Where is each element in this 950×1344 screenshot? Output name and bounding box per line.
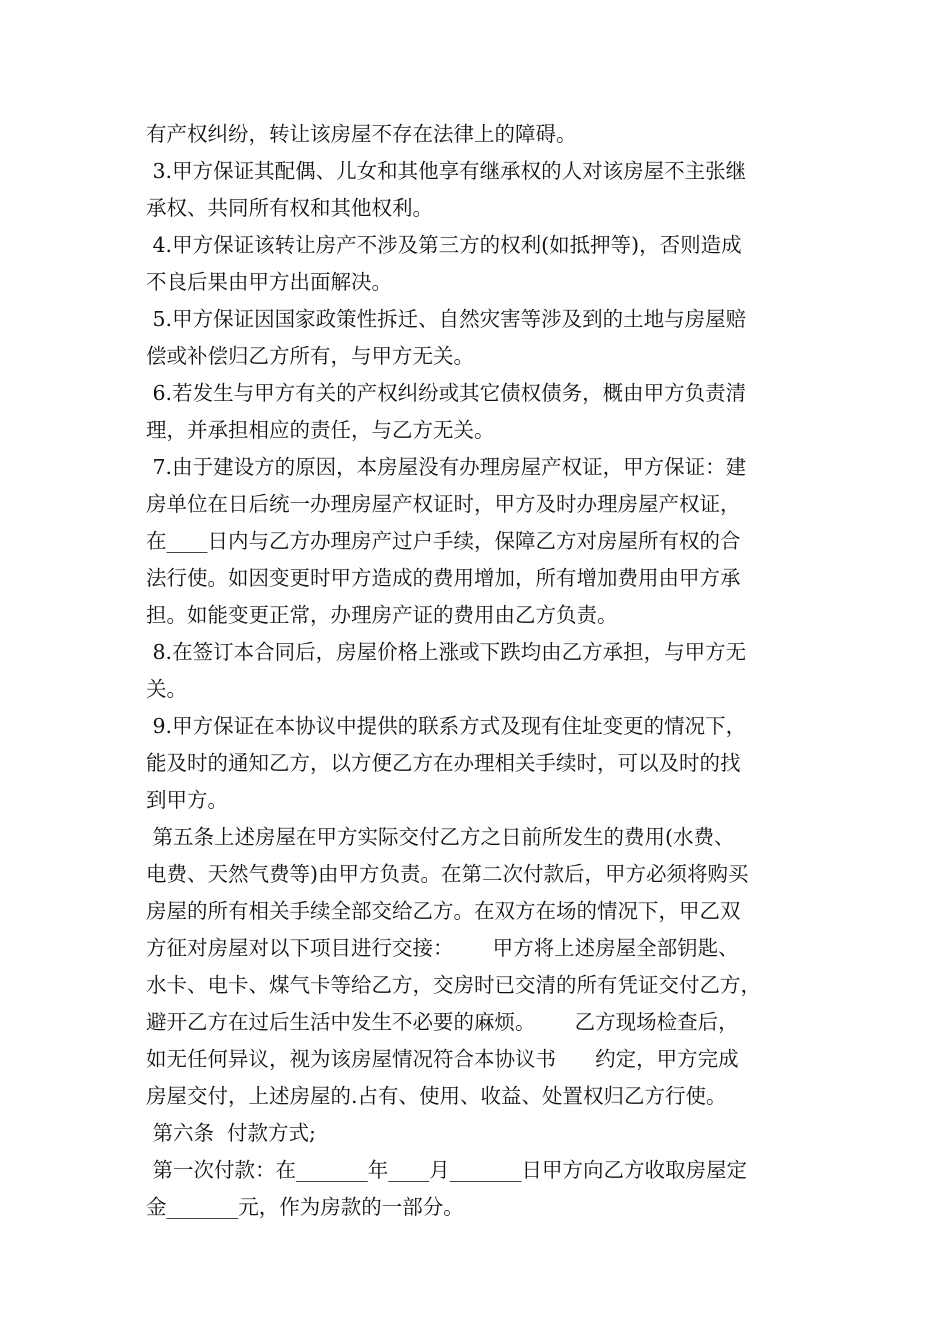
text-line: 方征对房屋对以下项目进行交接： 甲方将上述房屋全部钥匙、 xyxy=(146,936,739,960)
text-line: 能及时的通知乙方，以方便乙方在办理相关手续时，可以及时的找 xyxy=(146,751,741,775)
text-line: 9.甲方保证在本协议中提供的联系方式及现有住址变更的情况下， xyxy=(146,714,747,738)
text-line: 有产权纠纷，转让该房屋不存在法律上的障碍。 xyxy=(146,122,577,146)
text-line: 不良后果由甲方出面解决。 xyxy=(146,270,392,294)
text-line: 水卡、电卡、煤气卡等给乙方，交房时已交清的所有凭证交付乙方， xyxy=(146,973,761,997)
text-line: 偿或补偿归乙方所有，与甲方无关。 xyxy=(146,344,474,368)
text-line: 金_______元，作为房款的一部分。 xyxy=(146,1195,464,1219)
text-line: 4.甲方保证该转让房产不涉及第三方的权利(如抵押等)，否则造成 xyxy=(146,233,742,257)
text-line: 8.在签订本合同后，房屋价格上涨或下跌均由乙方承担，与甲方无 xyxy=(146,640,747,664)
text-line: 法行使。如因变更时甲方造成的费用增加，所有增加费用由甲方承 xyxy=(146,566,741,590)
text-line: 避开乙方在过后生活中发生不必要的麻烦。 乙方现场检查后， xyxy=(146,1010,739,1034)
text-line: 到甲方。 xyxy=(146,788,228,812)
text-line: 房单位在日后统一办理房屋产权证时，甲方及时办理房屋产权证， xyxy=(146,492,741,516)
text-line: 担。如能变更正常，办理房产证的费用由乙方负责。 xyxy=(146,603,618,627)
text-line: 7.由于建设方的原因，本房屋没有办理房屋产权证，甲方保证：建 xyxy=(146,455,747,479)
text-line: 关。 xyxy=(146,677,187,701)
text-line: 第五条上述房屋在甲方实际交付乙方之日前所发生的费用(水费、 xyxy=(146,825,735,849)
document-body xyxy=(146,116,826,1226)
text-line: 在____日内与乙方办理房产过户手续，保障乙方对房屋所有权的合 xyxy=(146,529,741,553)
text-line: 第六条 付款方式; xyxy=(146,1121,316,1145)
text-line: 房屋交付，上述房屋的.占有、使用、收益、处置权归乙方行使。 xyxy=(146,1084,727,1108)
text-line: 承权、共同所有权和其他权利。 xyxy=(146,196,433,220)
text-line: 5.甲方保证因国家政策性拆迁、自然灾害等涉及到的土地与房屋赔 xyxy=(146,307,747,331)
text-line: 第一次付款：在_______年____月_______日甲方向乙方收取房屋定 xyxy=(146,1158,748,1182)
text-line: 电费、天然气费等)由甲方负责。在第二次付款后，甲方必须将购买 xyxy=(146,862,749,886)
text-line: 房屋的所有相关手续全部交给乙方。在双方在场的情况下，甲乙双 xyxy=(146,899,741,923)
text-line: 理，并承担相应的责任，与乙方无关。 xyxy=(146,418,495,442)
text-line: 如无任何异议，视为该房屋情况符合本协议书 约定，甲方完成 xyxy=(146,1047,739,1071)
text-line: 6.若发生与甲方有关的产权纠纷或其它债权债务，概由甲方负责清 xyxy=(146,381,747,405)
text-line: 3.甲方保证其配偶、儿女和其他享有继承权的人对该房屋不主张继 xyxy=(146,159,747,183)
